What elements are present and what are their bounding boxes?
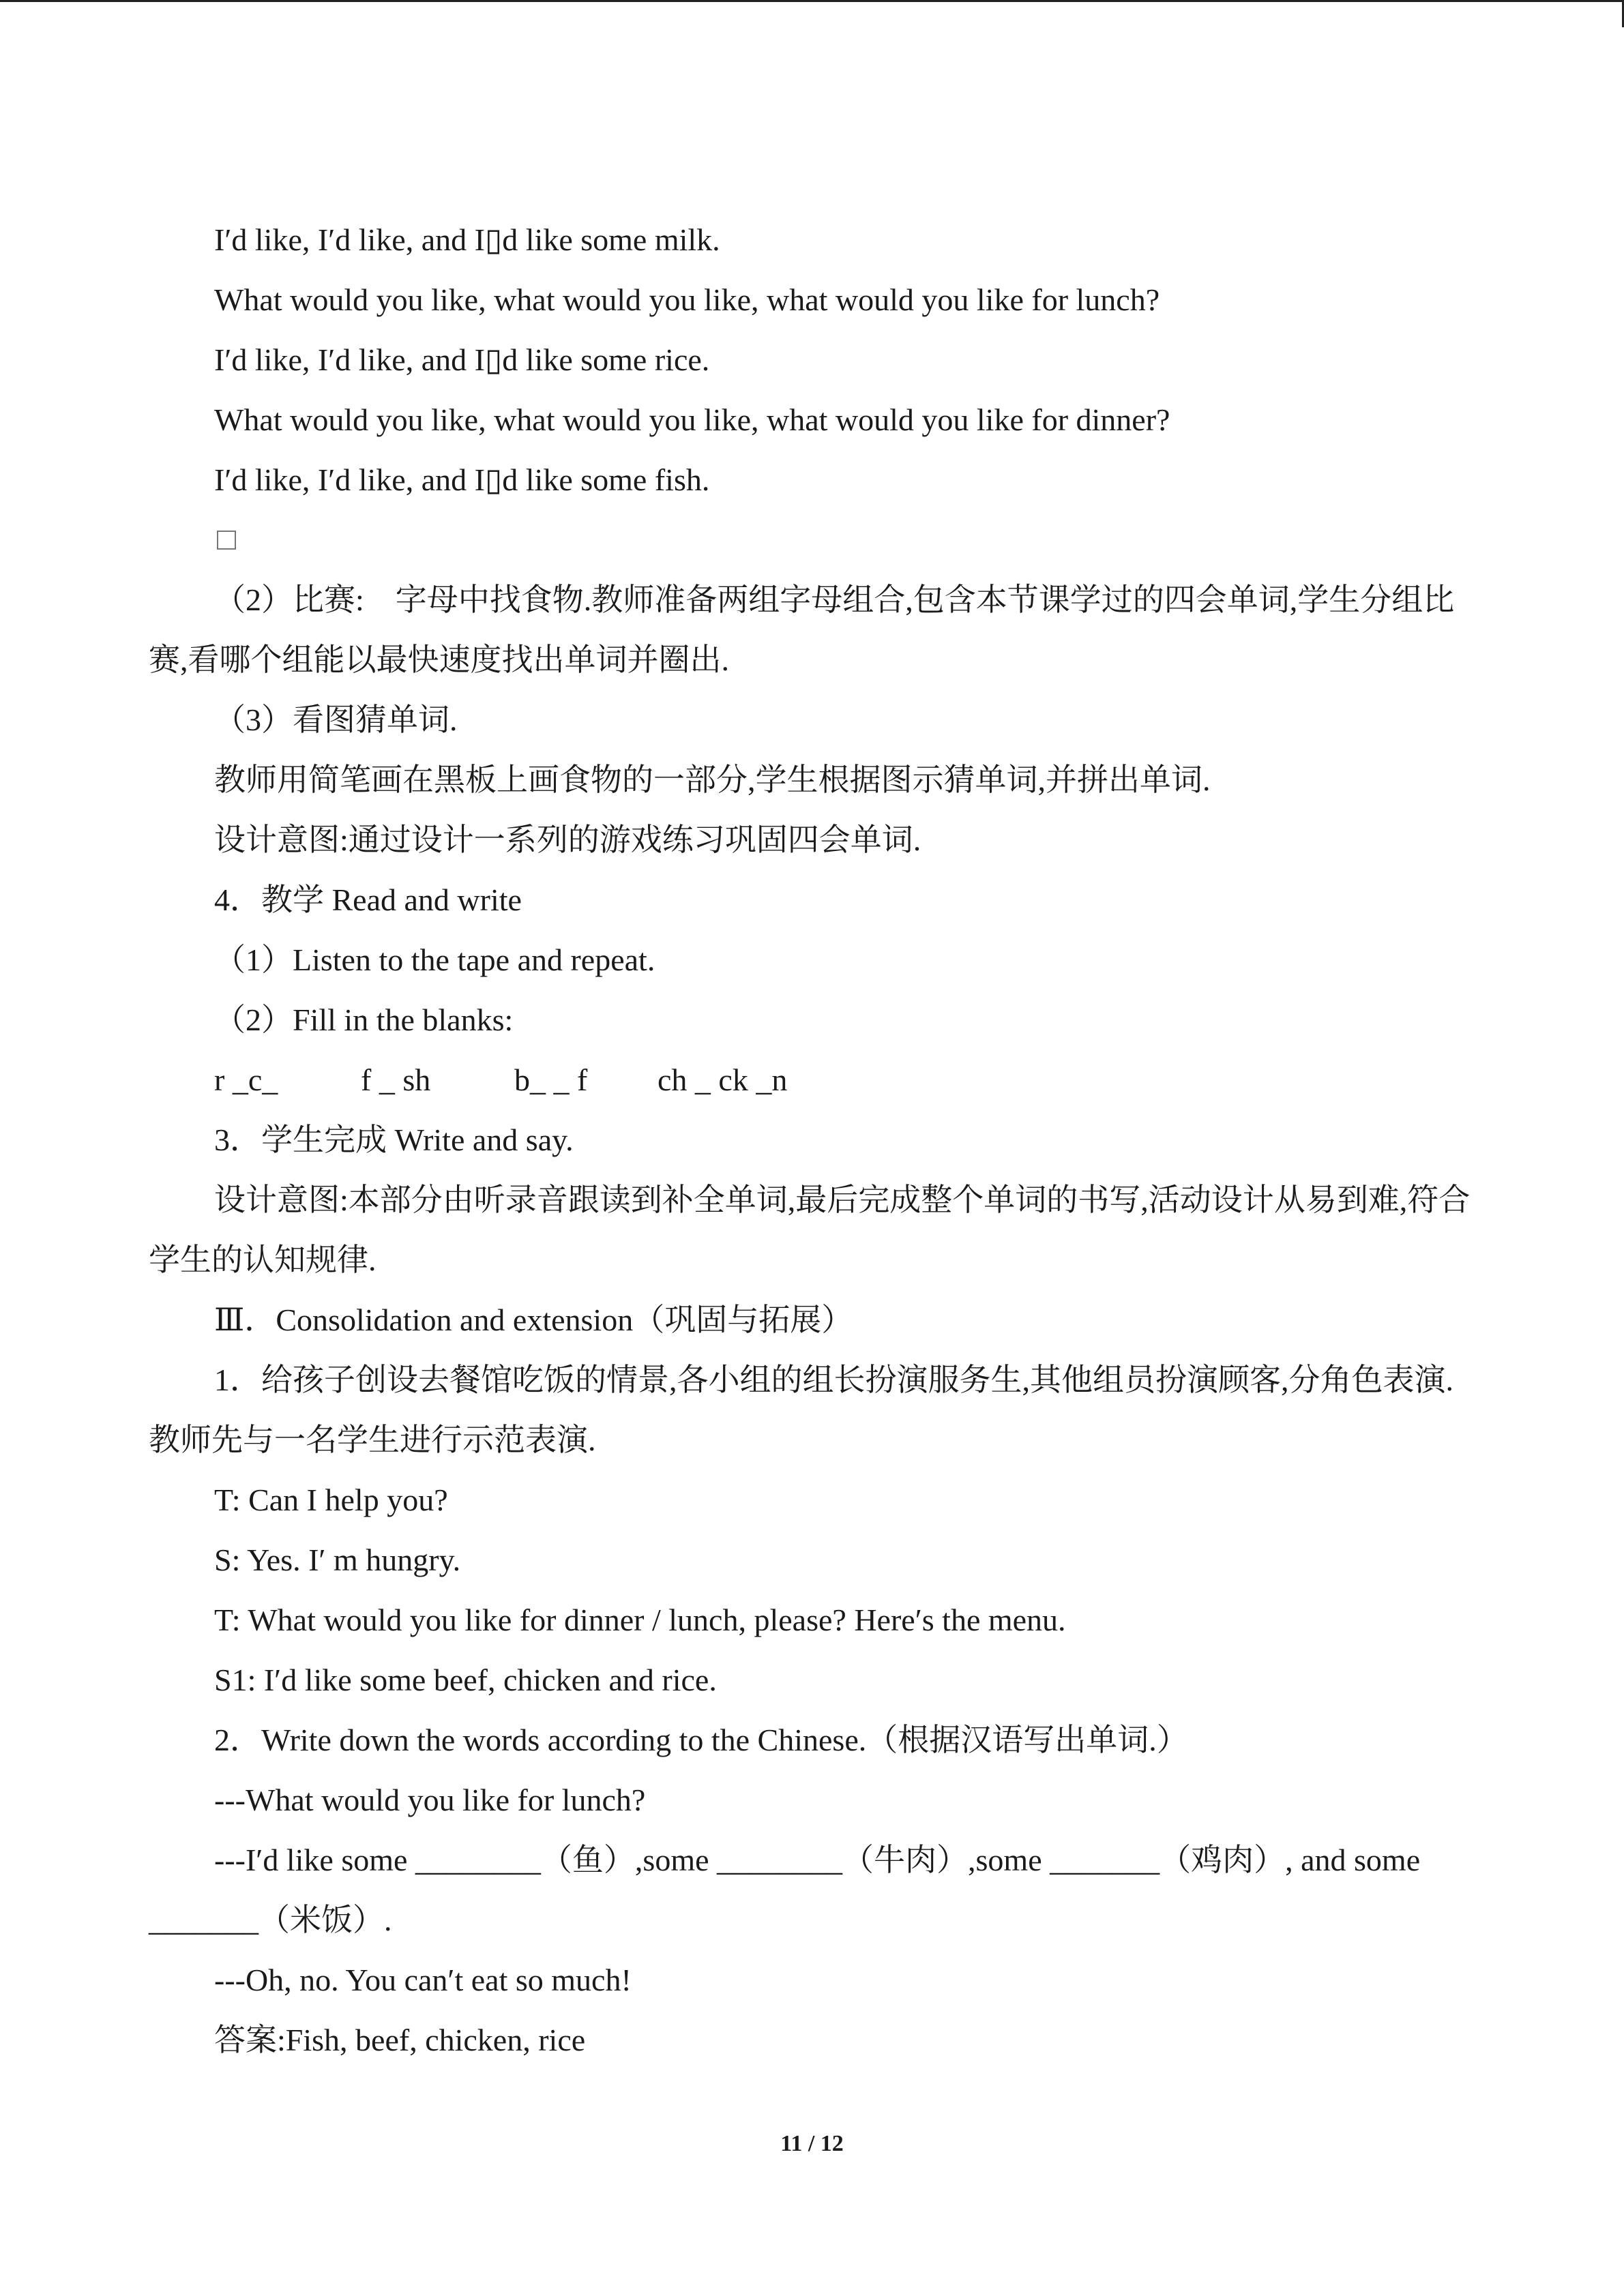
- listen-repeat: （1）Listen to the tape and repeat.: [214, 942, 655, 977]
- blank-word-1: r _c_: [214, 1062, 278, 1097]
- answer-key: 答案:Fish, beef, chicken, rice: [214, 2023, 586, 2057]
- section-consolidation: Ⅲ．Consolidation and extension（巩固与拓展）: [214, 1302, 853, 1337]
- song-line-2: What would you like, what would you like, what would you like for lunch?: [214, 282, 1160, 317]
- design-intent-2: 设计意图:本部分由听录音跟读到补全单词,最后完成整个单词的书写,活动设计从易到难,符合学生的认知规律.: [149, 1182, 1471, 1277]
- competition-paragraph: （2）比赛: 字母中找食物.教师准备两组字母组合,包含本节课学过的四会单词,学生分组比赛,看哪个组能以最快速度找出单词并圈出.: [149, 582, 1455, 677]
- exercise-closing: ---Oh, no. You can′t eat so much!: [214, 1963, 632, 1997]
- song-line-4: What would you like, what would you like, what would you like for dinner?: [214, 402, 1170, 437]
- blank-word-4: ch _ ck _n: [658, 1062, 788, 1097]
- blank-word-2: f _ sh: [361, 1062, 431, 1097]
- write-and-say: 3．学生完成 Write and say.: [214, 1122, 574, 1157]
- section-read-write: 4．教学 Read and write: [214, 882, 522, 917]
- missing-glyph-line: [149, 510, 1479, 570]
- dialog-line-3: T: What would you like for dinner / lunch, please? Here′s the menu.: [214, 1602, 1066, 1637]
- guess-word-text: 教师用简笔画在黑板上画食物的一部分,学生根据图示猜单词,并拼出单词.: [214, 762, 1211, 797]
- fill-blanks-row: [149, 1050, 1479, 1110]
- exercise-answer-blanks: ---I′d like some ________（鱼）,some ________（牛肉）,some _______（鸡肉）, and some _______（米饭）.: [149, 1843, 1421, 1937]
- missing-glyph-box-icon: [217, 531, 236, 550]
- blank-word-3: b_ _ f: [514, 1062, 588, 1097]
- top-border: [0, 0, 1624, 2]
- document-body: [149, 210, 1479, 2070]
- song-line-1: I′d like, I′d like, and I▯d like some milk.: [214, 222, 720, 257]
- song-line-3: I′d like, I′d like, and I▯d like some rice.: [214, 342, 710, 377]
- restaurant-activity: 1．给孩子创设去餐馆吃饭的情景,各小组的组长扮演服务生,其他组员扮演顾客,分角色表演.教师先与一名学生进行示范表演.: [149, 1362, 1453, 1457]
- dialog-line-1: T: Can I help you?: [214, 1482, 448, 1517]
- guess-word-heading: （3）看图猜单词.: [214, 702, 458, 737]
- fill-blanks-heading: （2）Fill in the blanks:: [214, 1002, 514, 1037]
- exercise-instruction: 2．Write down the words according to the Chinese.（根据汉语写出单词.）: [214, 1723, 1188, 1757]
- dialog-line-4: S1: I′d like some beef, chicken and rice.: [214, 1663, 717, 1697]
- page-number: 11 / 12: [780, 2131, 844, 2156]
- song-line-5: I′d like, I′d like, and I▯d like some fish.: [214, 462, 710, 497]
- dialog-line-2: S: Yes. I′ m hungry.: [214, 1542, 461, 1577]
- design-intent-1: 设计意图:通过设计一系列的游戏练习巩固四会单词.: [214, 822, 921, 857]
- exercise-question: ---What would you like for lunch?: [214, 1783, 646, 1817]
